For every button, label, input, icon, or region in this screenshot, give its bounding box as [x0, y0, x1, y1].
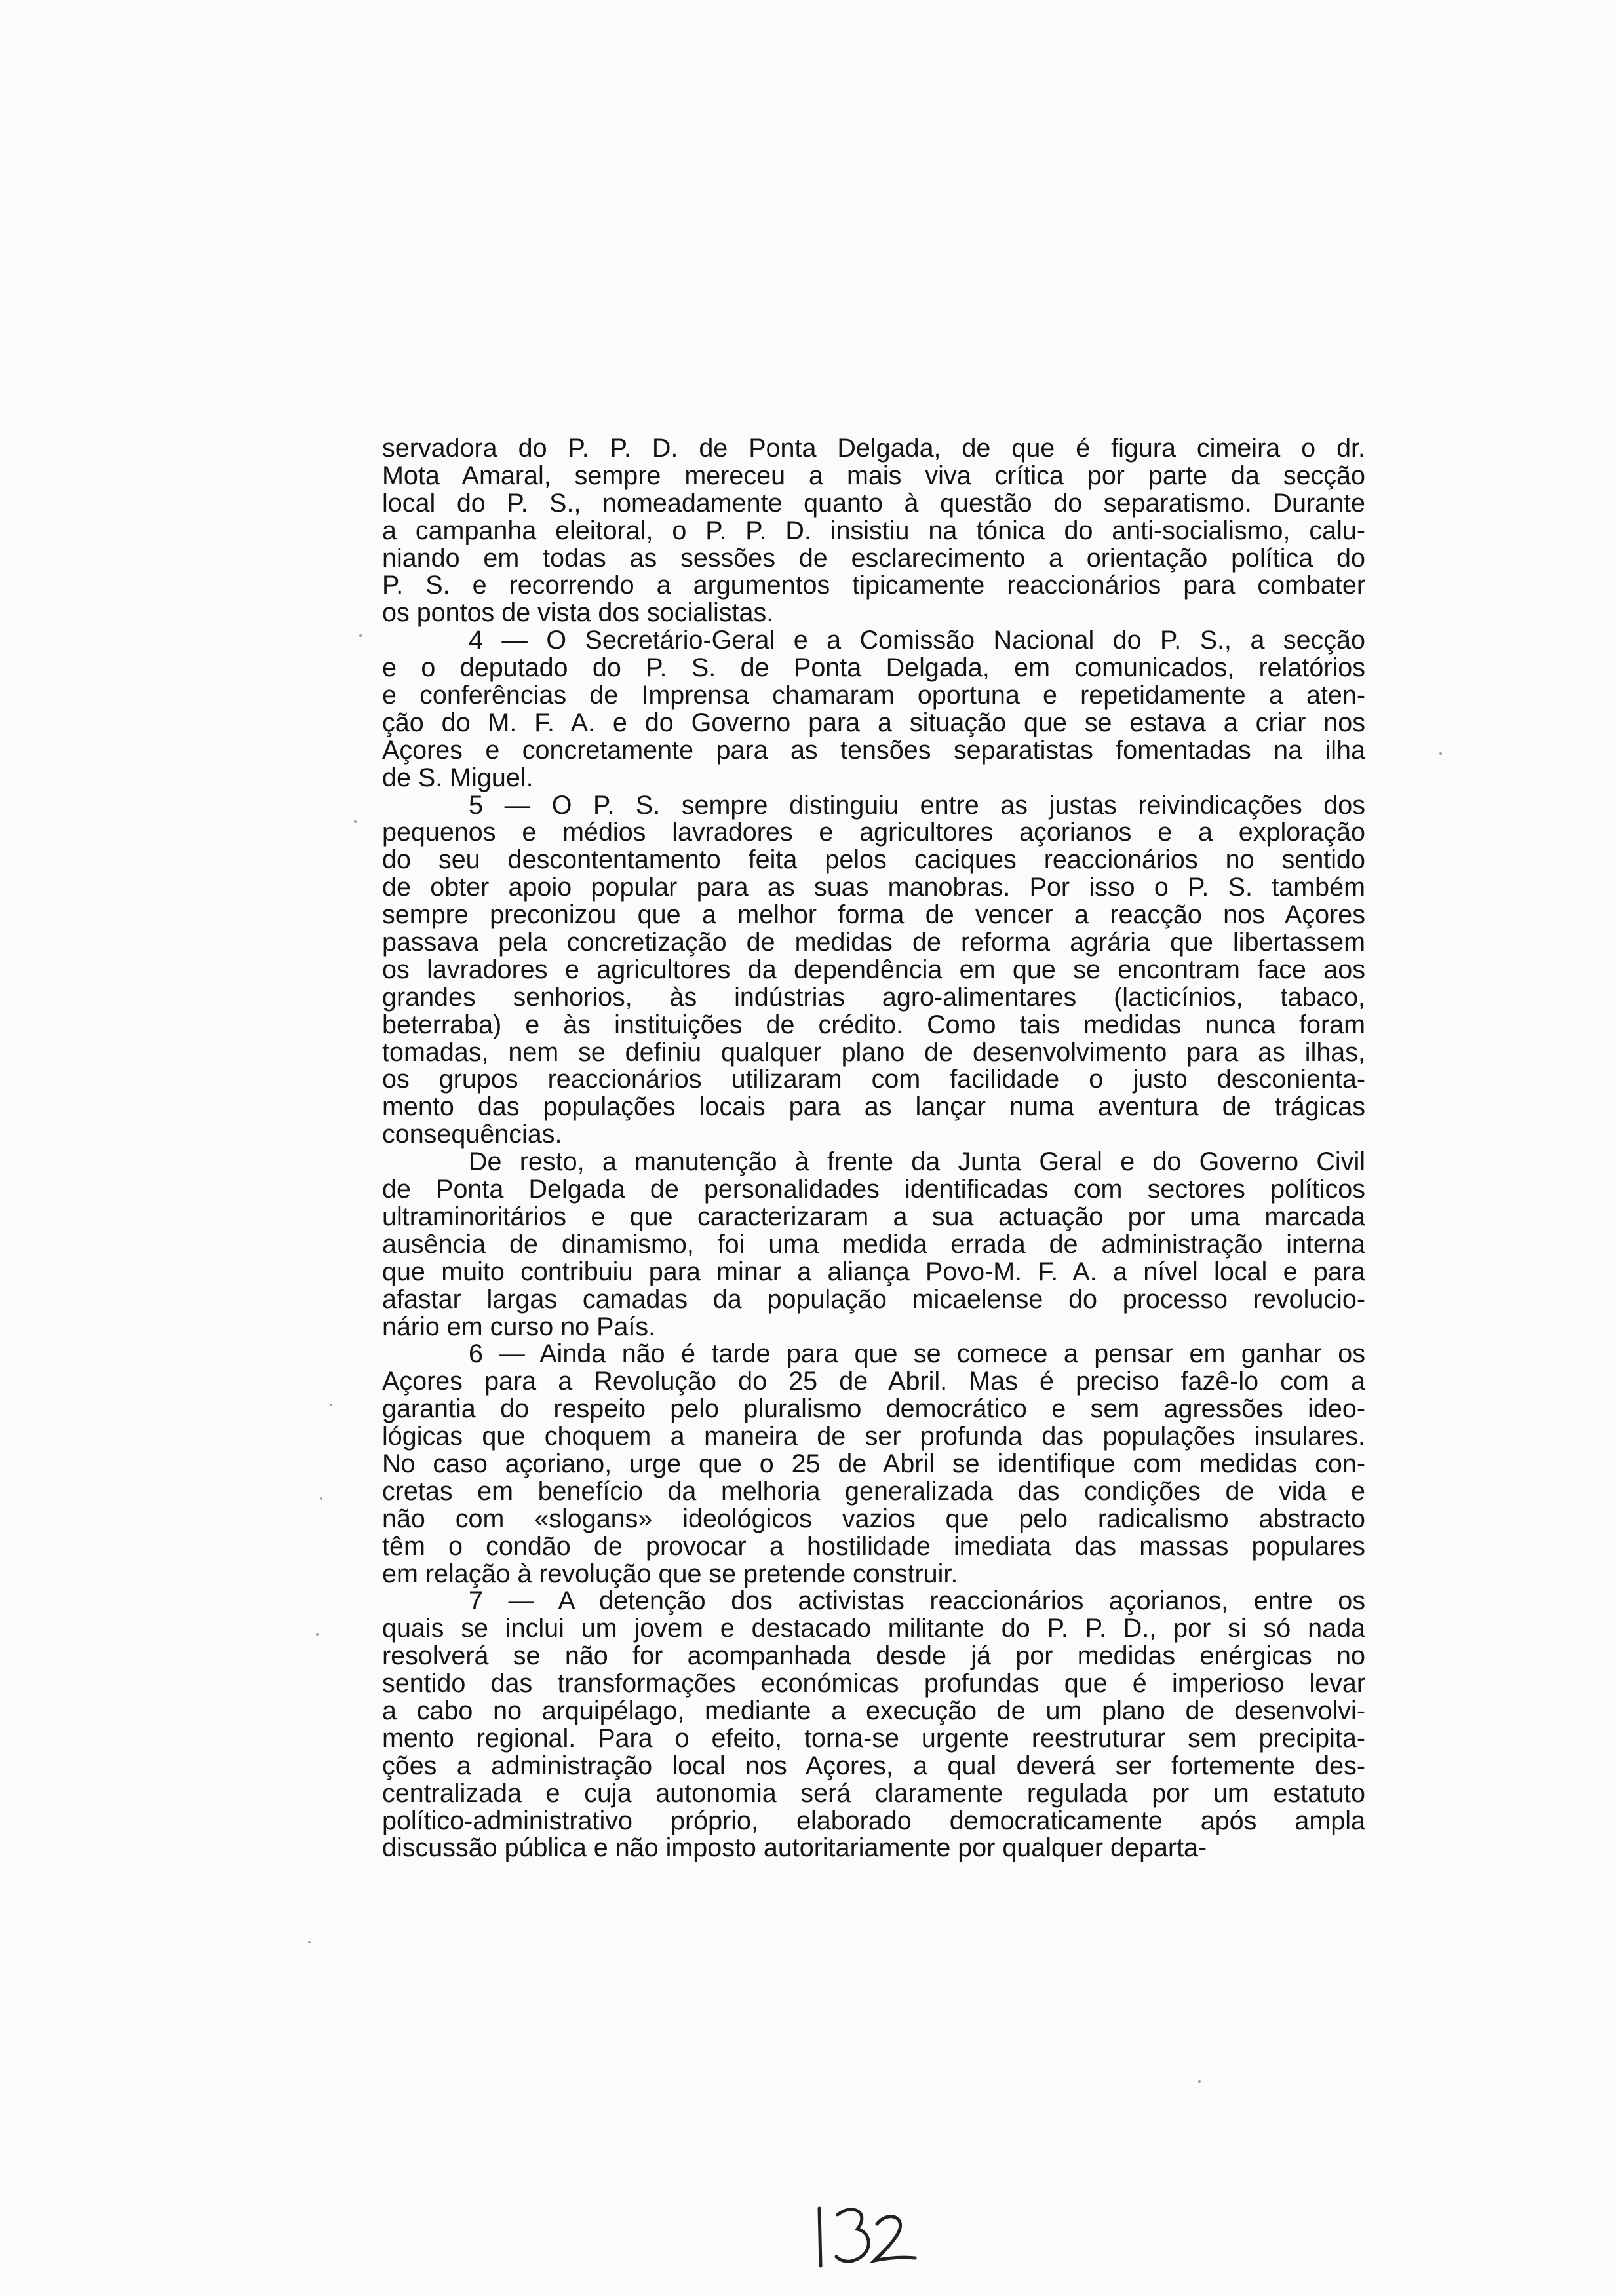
text-line: a campanha eleitoral, o P. P. D. insistiu na tónica do anti-socialismo, calu-: [382, 516, 1365, 545]
text-line: de S. Miguel.: [382, 763, 534, 792]
page-number-handwritten: [806, 2200, 918, 2272]
text-line: Açores e concretamente para as tensões separatistas fomentadas na ilha: [382, 735, 1365, 765]
text-line: mento das populações locais para as lançar numa aventura de trágicas: [382, 1092, 1365, 1122]
text-line: e o deputado do P. S. de Ponta Delgada, em comunicados, relatórios: [382, 653, 1365, 683]
text-line: tomadas, nem se definiu qualquer plano de desenvolvimento para as ilhas,: [382, 1037, 1365, 1067]
text-line: a cabo no arquipélago, mediante a execução de um plano de desenvolvi-: [382, 1696, 1365, 1725]
text-line: ausência de dinamismo, foi uma medida errada de administração interna: [382, 1229, 1365, 1259]
text-line: os pontos de vista dos socialistas.: [382, 598, 774, 628]
text-line: Açores para a Revolução do 25 de Abril. Mas é preciso fazê-lo com a: [382, 1367, 1365, 1396]
text-line: 4 — O Secretário-Geral e a Comissão Nacional do P. S., a secção: [469, 626, 1365, 655]
text-line: discussão pública e não imposto autoritariamente por qualquer departa-: [382, 1833, 1207, 1863]
text-line: niando em todas as sessões de esclarecimento a orientação política do: [382, 543, 1365, 573]
text-line: consequências.: [382, 1120, 562, 1149]
text-line: ção do M. F. A. e do Governo para a situação que se estava a criar nos: [382, 708, 1365, 737]
scan-speck: [330, 1404, 332, 1406]
text-line: do seu descontentamento feita pelos caciques reaccionários no sentido: [382, 845, 1365, 875]
text-line: têm o condão de provocar a hostilidade imediata das massas populares: [382, 1531, 1365, 1561]
body-text: [382, 435, 1365, 1862]
text-line: local do P. S., nomeadamente quanto à questão do separatismo. Durante: [382, 488, 1365, 518]
text-line: grandes senhorios, às indústrias agro-alimentares (lacticínios, tabaco,: [382, 982, 1365, 1012]
text-line: mento regional. Para o efeito, torna-se urgente reestruturar sem precipita-: [382, 1723, 1365, 1753]
text-line: resolverá se não for acompanhada desde já por medidas enérgicas no: [382, 1641, 1365, 1671]
text-line: ções a administração local nos Açores, a qual deverá ser fortemente des-: [382, 1751, 1365, 1780]
scan-speck: [308, 1941, 311, 1943]
text-line: em relação à revolução que se pretende construir.: [382, 1559, 958, 1588]
text-line: lógicas que choquem a maneira de ser profunda das populações insulares.: [382, 1422, 1365, 1451]
text-line: afastar largas camadas da população micaelense do processo revolucio-: [382, 1284, 1365, 1314]
text-line: beterraba) e às instituições de crédito. Como tais medidas nunca foram: [382, 1010, 1365, 1039]
text-line: pequenos e médios lavradores e agricultores açorianos e a exploração: [382, 818, 1365, 847]
scan-speck: [1198, 2080, 1201, 2083]
text-line: de Ponta Delgada de personalidades identificadas com sectores políticos: [382, 1175, 1365, 1204]
text-line: e conferências de Imprensa chamaram oportuna e repetidamente a aten-: [382, 681, 1365, 710]
text-line: sentido das transformações económicas profundas que é imperioso levar: [382, 1669, 1365, 1698]
text-line: ultraminoritários e que caracterizaram a sua actuação por uma marcada: [382, 1202, 1365, 1231]
text-line: de obter apoio popular para as suas manobras. Por isso o P. S. também: [382, 873, 1365, 902]
scan-speck: [354, 820, 357, 823]
scan-speck: [359, 634, 362, 637]
text-line: 6 — Ainda não é tarde para que se comece a pensar em ganhar os: [469, 1339, 1365, 1369]
text-line: os lavradores e agricultores da dependência em que se encontram face aos: [382, 955, 1365, 984]
scan-speck: [320, 1497, 322, 1500]
text-line: não com «slogans» ideológicos vazios que pelo radicalismo abstracto: [382, 1504, 1365, 1533]
text-line: 7 — A detenção dos activistas reaccionários açorianos, entre os: [469, 1586, 1365, 1616]
scan-speck: [316, 1633, 319, 1636]
text-line: No caso açoriano, urge que o 25 de Abril se identifique com medidas con-: [382, 1449, 1365, 1478]
text-line: que muito contribuiu para minar a aliança Povo-M. F. A. a nível local e para: [382, 1257, 1365, 1286]
text-line: quais se inclui um jovem e destacado militante do P. P. D., por si só nada: [382, 1614, 1365, 1643]
text-line: os grupos reaccionários utilizaram com facilidade o justo desconienta-: [382, 1065, 1365, 1094]
text-line: Mota Amaral, sempre mereceu a mais viva crítica por parte da secção: [382, 461, 1365, 490]
text-line: cretas em benefício da melhoria generalizada das condições de vida e: [382, 1476, 1365, 1506]
text-line: sempre preconizou que a melhor forma de vencer a reacção nos Açores: [382, 900, 1365, 930]
scan-speck: [1439, 752, 1442, 755]
text-line: servadora do P. P. D. de Ponta Delgada, de que é figura cimeira o dr.: [382, 434, 1365, 463]
text-line: centralizada e cuja autonomia será claramente regulada por um estatuto: [382, 1778, 1365, 1808]
text-line: nário em curso no País.: [382, 1312, 656, 1341]
text-line: P. S. e recorrendo a argumentos tipicamente reaccionários para combater: [382, 571, 1365, 600]
text-line: garantia do respeito pelo pluralismo democrático e sem agressões ideo-: [382, 1394, 1365, 1424]
text-line: passava pela concretização de medidas de reforma agrária que libertassem: [382, 928, 1365, 957]
text-line: 5 — O P. S. sempre distinguiu entre as justas reivindicações dos: [469, 790, 1365, 820]
page-number-glyphs: [806, 2200, 918, 2272]
text-line: político-administrativo próprio, elaborado democraticamente após ampla: [382, 1806, 1365, 1835]
text-line: De resto, a manutenção à frente da Junta Geral e do Governo Civil: [469, 1147, 1365, 1177]
